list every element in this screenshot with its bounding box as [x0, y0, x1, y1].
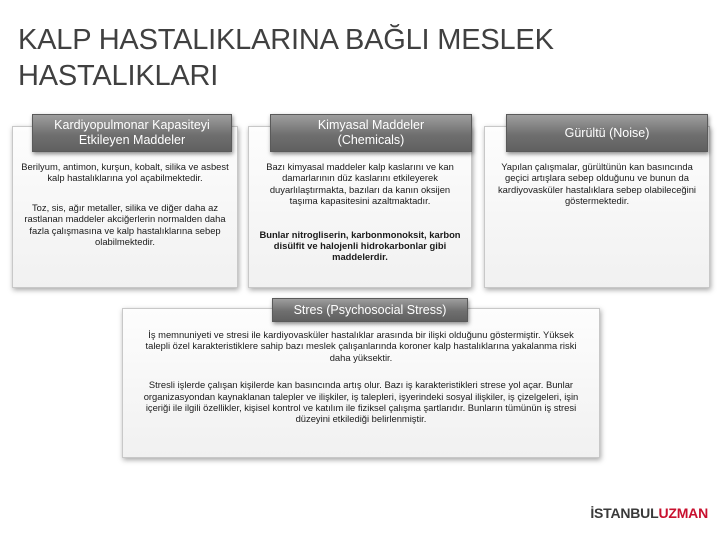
title-line-2: HASTALIKLARI — [18, 60, 219, 92]
brand-part-2: UZMAN — [658, 505, 708, 521]
kardiyo-body — [19, 161, 231, 247]
slide-title — [18, 22, 658, 94]
stres-header-label: Stres (Psychosocial Stress) — [293, 302, 447, 317]
kardiyo-header — [32, 114, 232, 152]
kimyasal-paragraph-1: Bazı kimyasal maddeler kalp kaslarını ve kan damarlarının düz kaslarını etkileyerek duyarlılaştırmakta, bazıları da kanın oksijen taşıma kapasitesini azaltmaktadır. — [266, 161, 454, 207]
kimyasal-body — [255, 161, 465, 263]
card-stres — [122, 308, 600, 458]
kimyasal-header-line-1: Kimyasal Maddeler — [317, 118, 425, 132]
gurultu-header-label: Gürültü (Noise) — [564, 125, 650, 140]
gurultu-header — [506, 114, 708, 152]
kimyasal-header-line-2: (Chemicals) — [337, 133, 405, 147]
stres-header — [272, 298, 468, 322]
stres-body — [135, 329, 587, 425]
gurultu-paragraph-1: Yapılan çalışmalar, gürültünün kan basıncında geçici artışlara sebep olduğunu ve bunun da kardiyovasküler hastalıklara sebep olabileceğini göstermektedir. — [497, 161, 697, 207]
kardiyo-paragraph-1: Berilyum, antimon, kurşun, kobalt, silika ve asbest kalp hastalıklarına yol açabilmektedir. — [21, 161, 229, 184]
kardiyo-paragraph-2: Toz, sis, ağır metaller, silika ve diğer daha az rastlanan maddeler akciğerlerin normalden daha fazla çalışmasına ve kalp hastalıklarına sebep olabilmektedir. — [24, 201, 226, 248]
brand-part-1: İSTANBUL — [590, 505, 659, 521]
title-line-1: KALP HASTALIKLARINA BAĞLI MESLEK — [18, 24, 554, 56]
gurultu-body — [493, 161, 701, 207]
stres-paragraph-2: Stresli işlerde çalışan kişilerde kan basıncında artış olur. Bazı iş karakteristikleri strese yol açar. Bunlar organizasyondan kaynaklanan talepler ve ilişkiler, iş talepleri, işyerindeki sosyal ilişkiler, iş çizelgeleri, işin içeriği ile ilgili özellikler, kişisel kontrol ve katılım ile fiziksel çalışma şartlarıdır. Bunların tümünün iş stresi düzeyini etkilediği belirlenmiştir. — [143, 379, 579, 425]
kimyasal-paragraph-2: Bunlar nitrogliserin, karbonmonoksit, karbon disülfit ve halojenli hidrokarbonlar gibi maddelerdir. — [259, 228, 461, 263]
stres-paragraph-1: İş memnuniyeti ve stresi ile kardiyovasküler hastalıklar arasında bir ilişki olduğunu göstermiştir. Yüksek talepli özel karakteristiklere sahip bazı meslek çalışanlarında koroner kalp hastalıklarına yakalanma riski daha yüksektir. — [145, 329, 577, 363]
brand-logo — [590, 505, 708, 521]
kardiyo-header-label: Kardiyopulmonar Kapasiteyi Etkileyen Maddeler — [54, 118, 210, 147]
kimyasal-header — [270, 114, 472, 152]
